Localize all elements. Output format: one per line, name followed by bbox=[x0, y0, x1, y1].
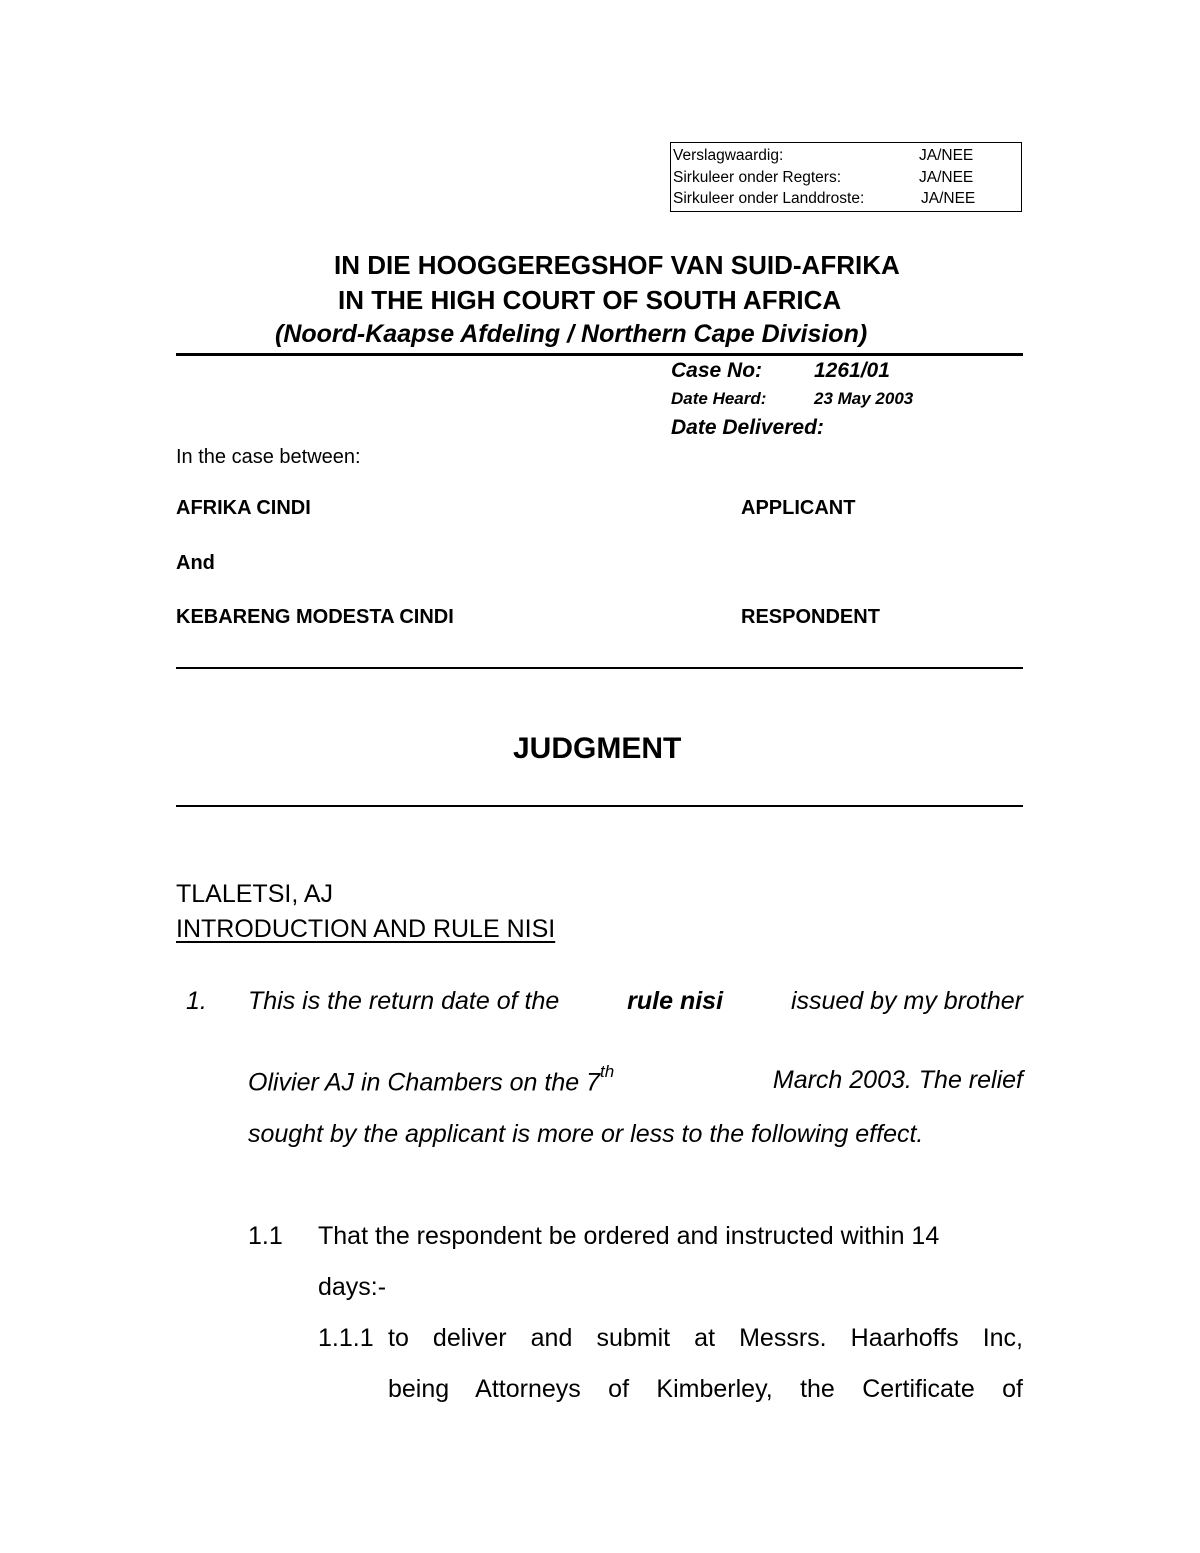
date-delivered-label: Date Delivered: bbox=[671, 416, 824, 439]
report-value: JA/NEE bbox=[919, 168, 974, 186]
respondent-name: KEBARENG MODESTA CINDI bbox=[176, 606, 454, 628]
case-between-intro: In the case between: bbox=[176, 446, 361, 468]
paragraph-1-text: This is the return date of the bbox=[248, 987, 560, 1015]
report-label: Verslagwaardig: bbox=[673, 147, 784, 164]
report-row-judges bbox=[673, 167, 1021, 189]
parties-divider bbox=[176, 667, 1023, 669]
date-heard-label: Date Heard: bbox=[671, 389, 767, 408]
report-row-magistrates bbox=[673, 188, 1021, 210]
report-row-reportable bbox=[673, 145, 1021, 167]
report-label: Sirkuleer onder Landdroste: bbox=[673, 190, 865, 207]
report-value: JA/NEE bbox=[919, 147, 974, 164]
case-number-value: 1261/01 bbox=[814, 359, 890, 382]
report-value: JA/NEE bbox=[921, 190, 976, 207]
court-division: (Noord-Kaapse Afdeling / Northern Cape Division) bbox=[275, 320, 868, 348]
report-label: Sirkuleer onder Regters: bbox=[673, 168, 841, 186]
sub-sub-paragraph-number: 1.1.1 bbox=[318, 1324, 374, 1352]
paragraph-1-date-text bbox=[248, 1062, 615, 1097]
header-divider bbox=[176, 353, 1023, 356]
sub-1-1-line-1: That the respondent be ordered and instructed within 14 bbox=[318, 1222, 940, 1250]
paragraph-1-line-1 bbox=[248, 987, 1023, 1016]
title-divider bbox=[176, 805, 1023, 807]
sub-1-1-1-line-1: to deliver and submit at Messrs. Haarhoffs Inc, bbox=[388, 1324, 1023, 1352]
judgment-title: JUDGMENT bbox=[513, 732, 682, 765]
sub-1-1-1-line-2: being Attorneys of Kimberley, the Certificate of bbox=[388, 1375, 1023, 1403]
sub-1-1-line-2: days:- bbox=[318, 1273, 387, 1301]
court-name-english: IN THE HIGH COURT OF SOUTH AFRICA bbox=[338, 285, 842, 315]
paragraph-1-text: March 2003. The relief bbox=[772, 1066, 1023, 1094]
ordinal-superscript: th bbox=[600, 1062, 615, 1081]
paragraph-1-text: issued by my brother bbox=[790, 987, 1023, 1015]
section-heading: INTRODUCTION AND RULE NISI bbox=[176, 915, 556, 943]
judge-name: TLALETSI, AJ bbox=[176, 880, 334, 908]
date-heard-value: 23 May 2003 bbox=[814, 389, 914, 408]
reportable-box bbox=[670, 142, 1022, 212]
applicant-name: AFRIKA CINDI bbox=[176, 497, 311, 519]
court-name-afrikaans: IN DIE HOOGGEREGSHOF VAN SUID-AFRIKA bbox=[334, 250, 900, 280]
sub-paragraph-number: 1.1 bbox=[248, 1222, 283, 1250]
applicant-role: APPLICANT bbox=[741, 497, 856, 519]
paragraph-number: 1. bbox=[186, 987, 207, 1015]
case-number-label: Case No: bbox=[671, 359, 763, 382]
paragraph-1-line-3: sought by the applicant is more or less to the following effect. bbox=[248, 1120, 924, 1148]
paragraph-1-text: Olivier AJ in Chambers on the 7 bbox=[248, 1068, 601, 1097]
party-conjunction: And bbox=[176, 552, 215, 574]
paragraph-1-bold-term: rule nisi bbox=[627, 987, 724, 1015]
respondent-role: RESPONDENT bbox=[741, 606, 880, 628]
paragraph-1-line-2 bbox=[248, 1062, 1023, 1097]
